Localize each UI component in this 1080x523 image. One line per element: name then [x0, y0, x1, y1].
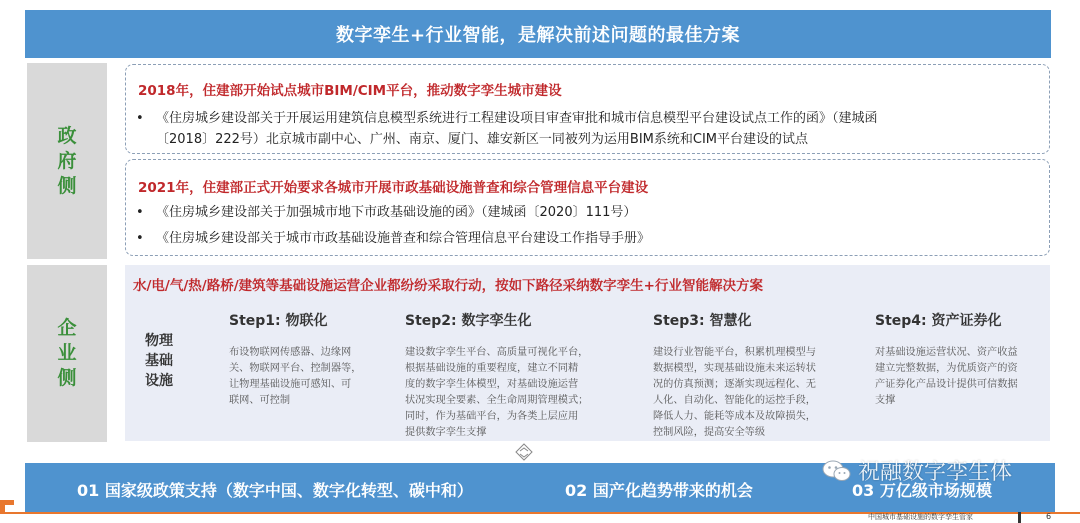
step-title: Step3: 智慧化 — [653, 313, 752, 329]
policy-2021-bullet-text: 《住房城乡建设部关于城市市政基础设施普查和综合管理信息平台建设工作指导手册》 — [156, 231, 651, 246]
policy-2018-heading: 2018年，住建部开始试点城市BIM/CIM平台，推动数字孪生城市建设 — [138, 83, 562, 99]
step-description: 建设数字孪生平台、高质量可视化平台， 根据基础设施的重要程度，建立不同精 度的数字孪生体模型，对基础设施运营 状况实现全要素、全生命周期管理模式； 同时，作为基础平台，为各类上层应用 提供数字孪生支撑 — [405, 347, 589, 438]
ent-label-char: 企 — [57, 317, 77, 339]
step-3 — [653, 310, 843, 441]
step-title: Step1: 物联化 — [229, 313, 328, 329]
connector-diamond-icon — [515, 443, 533, 461]
policy-2018-box — [125, 64, 1050, 154]
ent-label-char: 侧 — [57, 367, 77, 389]
gov-label-char: 政 — [57, 124, 77, 147]
policy-2021-bullet-text: 《住房城乡建设部关于加强城市地下市政基础设施的函》（建城函〔2020〕111号） — [156, 205, 637, 220]
ent-label-char: 业 — [57, 342, 77, 364]
page-title: 数字孪生+行业智能，是解决前述问题的最佳方案 — [335, 25, 741, 46]
infra-line: 物理 — [145, 333, 173, 349]
enterprise-heading: 水/电/气/热/路桥/建筑等基础设施运营企业都纷纷采取行动，按如下路径采纳数字孪生+行业智能解决方案 — [133, 278, 763, 294]
enterprise-side-label — [27, 265, 107, 442]
page-number: 6 — [1046, 512, 1052, 521]
policy-2021-heading: 2021年，住建部正式开始要求各城市开展市政基础设施普查和综合管理信息平台建设 — [138, 180, 649, 196]
policy-2018-bullet-continuation: 〔2018〕222号）北京城市副中心、广州、南京、厦门、雄安新区一同被列为运用BIM系统和CIM平台建设的试点 — [156, 132, 808, 147]
watermark-text: 祝融数字孪生体 — [858, 460, 1013, 485]
driver-policy-support: 01 国家级政策支持（数字中国、数字化转型、碳中和） — [77, 481, 473, 500]
watermark — [822, 455, 1012, 486]
policy-2021-bullet — [136, 229, 650, 248]
footer-separator — [1018, 512, 1021, 523]
policy-2021-bullet — [136, 203, 636, 222]
policy-2021-box — [125, 159, 1050, 256]
step-description: 布设物联网传感器、边缘网 关、物联网平台、控制器等， 让物理基础设施可感知、可 联网、可控制 — [229, 347, 362, 406]
bullet-dot: • — [136, 205, 144, 220]
bullet-dot: • — [136, 231, 144, 246]
gov-label-char: 府 — [57, 149, 77, 172]
physical-infrastructure-label — [145, 331, 173, 391]
step-title: Step4: 资产证券化 — [875, 313, 1002, 329]
step-1 — [229, 310, 379, 409]
driver-market-size: 03 万亿级市场规模 — [852, 481, 992, 500]
enterprise-panel — [125, 265, 1050, 441]
step-2 — [405, 310, 613, 441]
driver-localization: 02 国产化趋势带来的机会 — [565, 481, 753, 500]
infra-line: 设施 — [145, 373, 173, 389]
step-4 — [875, 310, 1045, 409]
policy-2018-bullet — [136, 109, 1036, 128]
wechat-icon — [822, 458, 852, 484]
footer-tagline: 中国城市基础设施的数字孪生管家 — [868, 513, 973, 521]
government-side-label — [27, 63, 107, 259]
gov-label-char: 侧 — [57, 174, 77, 197]
infra-line: 基础 — [145, 353, 173, 369]
step-description: 对基础设施运营状况、资产收益 建立完整数据，为优质资产的资 产证券化产品设计提供可信数据 支撑 — [875, 347, 1018, 406]
policy-2018-bullet-text: 《住房城乡建设部关于开展运用建筑信息模型系统进行工程建设项目审查审批和城市信息模型平台建设试点工作的函》（建城函 — [156, 111, 878, 126]
title-banner — [25, 10, 1051, 58]
step-description: 建设行业智能平台，积累机理模型与 数据模型，实现基础设施未来运转状 况的仿真预测；逐渐实现远程化、无 人化、自动化、智能化的运控手段， 降低人力、能耗等成本及故障损失， 控制风险，提高安全等级 — [653, 347, 816, 438]
step-title: Step2: 数字孪生化 — [405, 313, 532, 329]
bullet-dot: • — [136, 111, 144, 126]
